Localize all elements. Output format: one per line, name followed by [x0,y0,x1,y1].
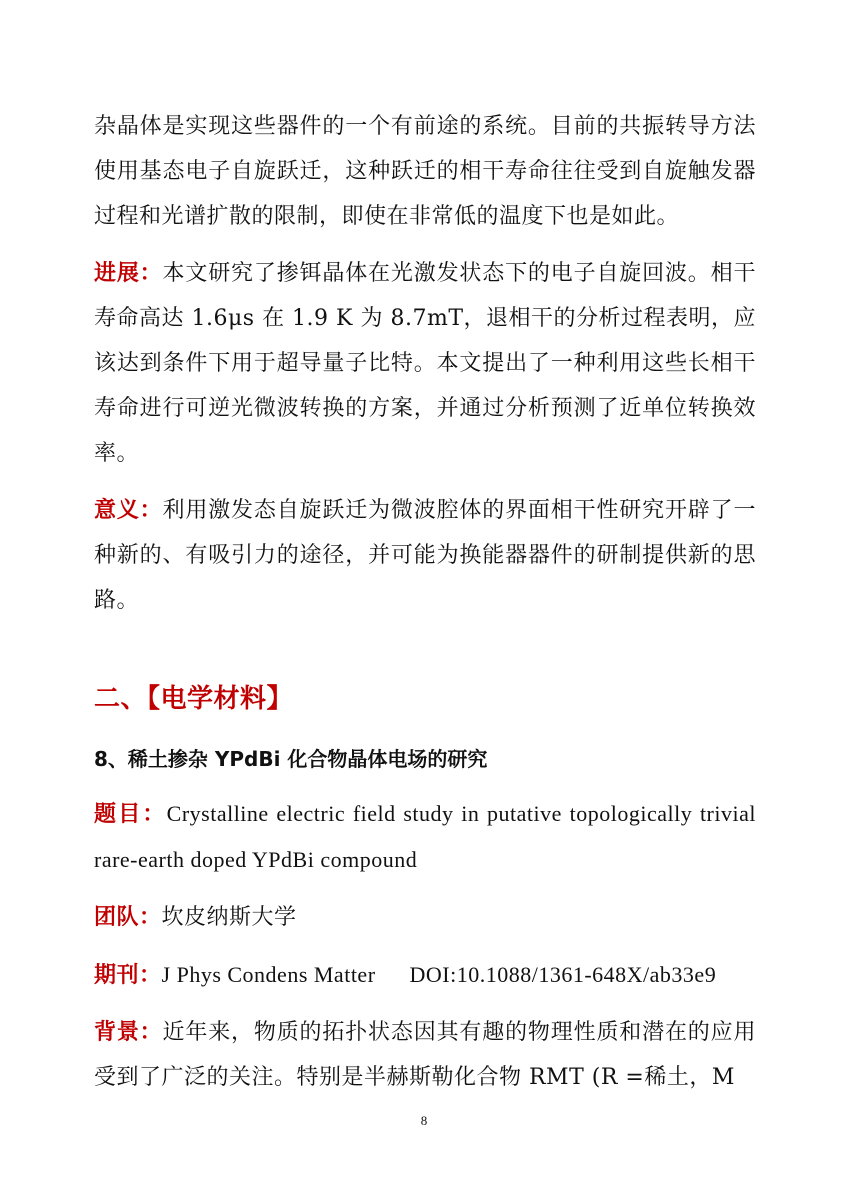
spacer [94,883,756,895]
title-label: 题目： [94,801,167,827]
doi-text: DOI:10.1088/1361-648X/ab33e9 [409,962,717,987]
progress-text: 本文研究了掺铒晶体在光激发状态下的电子自旋回波。相干寿命高达 1.6μs 在 1.9 K 为 8.7mT，退相干的分析过程表明，应该达到条件下用于超导量子比特。本文提出了一种利用这些长相干寿命进行可逆光微波转换的方案，并通过分析预测了近单位转换效率。 [94,261,756,466]
journal-paragraph [94,952,756,998]
section-heading: 二、【电学材料】 [94,684,294,714]
progress-paragraph [94,251,756,476]
article-heading: 8、稀土掺杂 YPdBi 化合物晶体电场的研究 [94,747,488,771]
background-label: 背景： [94,1019,163,1045]
spacer [94,940,756,952]
significance-text: 利用激发态自旋跃迁为微波腔体的界面相干性研究开辟了一种新的、有吸引力的途径，并可能为换能器器件的研制提供新的思路。 [94,498,756,613]
team-text: 坎皮纳斯大学 [161,905,297,930]
significance-paragraph [94,488,756,623]
intro-text: 杂晶体是实现这些器件的一个有前途的系统。目前的共振转导方法使用基态电子自旋跃迁，这种跃迁的相干寿命往往受到自旋触发器过程和光谱扩散的限制，即使在非常低的温度下也是如此。 [94,114,756,229]
significance-label: 意义： [94,497,163,523]
journal-label: 期刊： [94,962,162,988]
spacer [94,623,756,679]
journal-name: J Phys Condens Matter [161,962,376,987]
spacer [94,719,756,739]
page-number: 8 [420,1113,428,1128]
spacer [94,779,756,791]
background-paragraph [94,1010,756,1100]
intro-paragraph [94,104,756,239]
page-content [94,104,756,1100]
spacer [94,998,756,1010]
article-title-paragraph [94,791,756,883]
progress-label: 进展： [94,260,163,286]
spacer [94,239,756,251]
team-paragraph [94,895,756,940]
article-title-text: Crystalline electric field study in putative topologically trivial rare-earth doped YPdBi compound [94,801,756,872]
spacer [94,476,756,488]
team-label: 团队： [94,904,162,930]
background-text: 近年来，物质的拓扑状态因其有趣的物理性质和潜在的应用受到了广泛的关注。特别是半赫斯勒化合物 RMT (R =稀土，M [94,1020,756,1090]
